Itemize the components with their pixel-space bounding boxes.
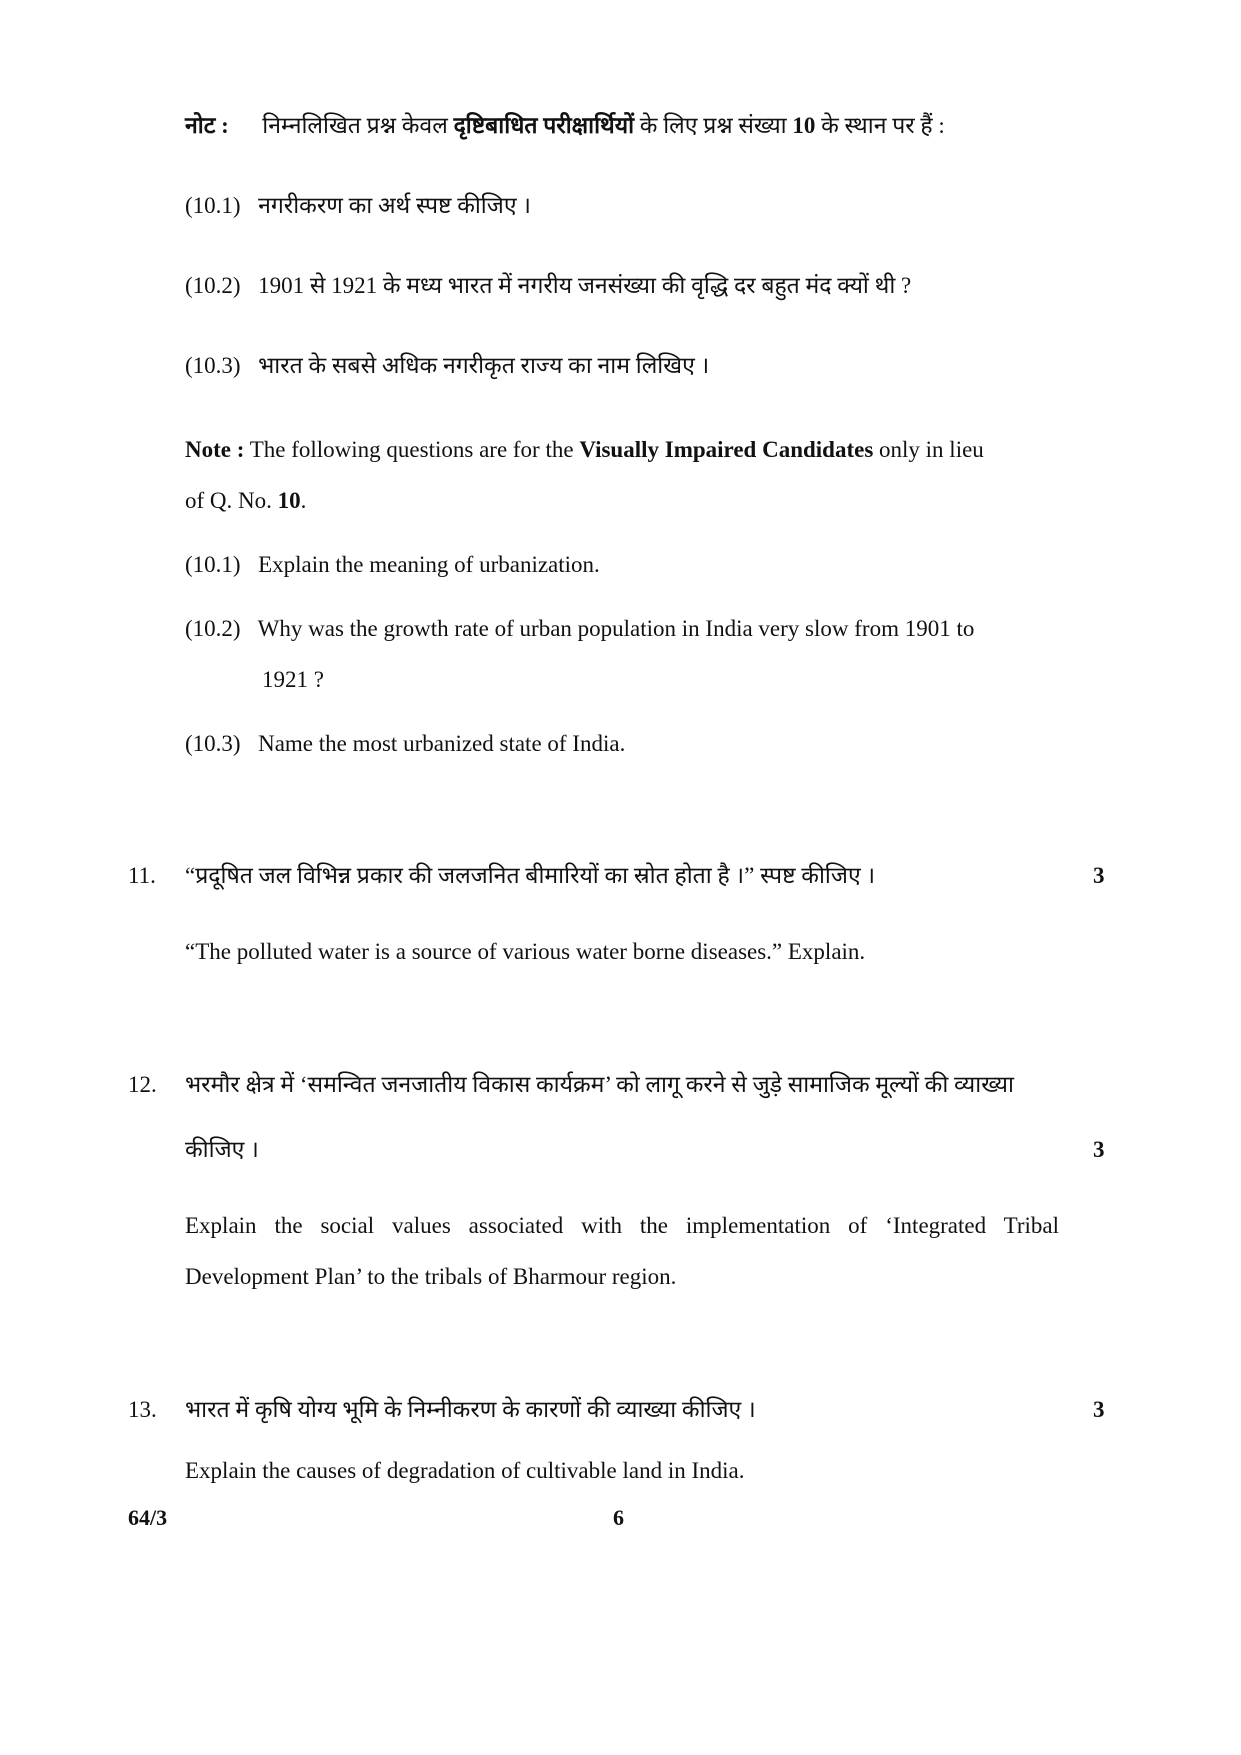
vi-question-english-2-line2 <box>262 666 324 694</box>
note-text-hindi-1: निम्नलिखित प्रश्न केवल <box>262 113 448 138</box>
question-text: Explain the meaning of urbanization. <box>258 552 600 577</box>
note-text-english-bold: Visually Impaired Candidates <box>579 437 874 462</box>
question-12-number: 12. <box>128 1072 157 1097</box>
question-11-english: “The polluted water is a source of various water borne diseases.” Explain. <box>185 939 866 964</box>
vi-question-hindi-3 <box>185 352 709 380</box>
question-11-marks: 3 <box>1093 863 1105 888</box>
question-number: (10.1) <box>185 193 241 218</box>
note-text-hindi-3: के स्थान पर हैं : <box>821 113 945 138</box>
question-12-hindi-line2: कीजिए । <box>185 1137 259 1162</box>
question-text: 1921 ? <box>262 667 324 692</box>
question-12-english-line2: Development Plan’ to the tribals of Bharmour region. <box>185 1264 677 1289</box>
question-text: Why was the growth rate of urban population in India very slow from 1901 to <box>257 616 975 641</box>
question-number: (10.2) <box>185 273 241 298</box>
note-qno-hindi: 10 <box>792 113 816 138</box>
question-11-hindi: “प्रदूषित जल विभिन्न प्रकार की जलजनित बीमारियों का स्रोत होता है ।” स्पष्ट कीजिए । <box>185 863 876 888</box>
vi-note-hindi <box>185 112 945 140</box>
note-text-english-2: only in lieu <box>879 437 984 462</box>
question-12-english: Explain the social values associated with the implementation of ‘Integrated Tribal <box>185 1213 1059 1238</box>
note-label-hindi: नोट : <box>185 113 229 138</box>
note-label-english: Note : <box>185 437 245 462</box>
vi-note-english <box>185 436 984 464</box>
question-11-number: 11. <box>128 863 156 888</box>
vi-question-english-2 <box>185 615 974 643</box>
question-12-hindi: भरमौर क्षेत्र में ‘समन्वित जनजातीय विकास कार्यक्रम’ को लागू करने से जुड़े सामाजिक मूल्यों की व्याख्या <box>185 1072 1014 1097</box>
note-text-hindi-bold: दृष्टिबाधित परीक्षार्थियों <box>453 113 635 138</box>
note-text-english-1: The following questions are for the <box>249 437 574 462</box>
question-13-number: 13. <box>128 1397 157 1422</box>
question-text: भारत के सबसे अधिक नगरीकृत राज्य का नाम लिखिए । <box>258 353 710 378</box>
question-number: (10.3) <box>185 353 241 378</box>
question-number: (10.2) <box>185 616 241 641</box>
note-qno-english: 10 <box>277 488 301 513</box>
question-13-english: Explain the causes of degradation of cultivable land in India. <box>185 1458 745 1483</box>
note-text-english-4: . <box>300 488 307 513</box>
question-text: नगरीकरण का अर्थ स्पष्ट कीजिए । <box>258 193 532 218</box>
note-text-english-3: of Q. No. <box>185 488 272 513</box>
question-13-marks: 3 <box>1093 1397 1105 1422</box>
question-text: 1901 से 1921 के मध्य भारत में नगरीय जनसंख्या की वृद्धि दर बहुत मंद क्यों थी ? <box>258 273 912 298</box>
vi-question-hindi-1 <box>185 192 531 220</box>
note-text-hindi-2: के लिए प्रश्न संख्या <box>639 113 787 138</box>
paper-code: 64/3 <box>128 1505 168 1530</box>
question-text: Name the most urbanized state of India. <box>258 731 626 756</box>
question-number: (10.3) <box>185 731 241 756</box>
vi-note-english-line2 <box>185 487 306 515</box>
question-12-marks: 3 <box>1093 1137 1105 1162</box>
page-number: 6 <box>613 1505 624 1530</box>
question-13-hindi: भारत में कृषि योग्य भूमि के निम्नीकरण के कारणों की व्याख्या कीजिए । <box>185 1397 756 1422</box>
vi-question-hindi-2 <box>185 272 911 300</box>
question-number: (10.1) <box>185 552 241 577</box>
vi-question-english-1 <box>185 551 600 579</box>
vi-question-english-3 <box>185 730 625 758</box>
